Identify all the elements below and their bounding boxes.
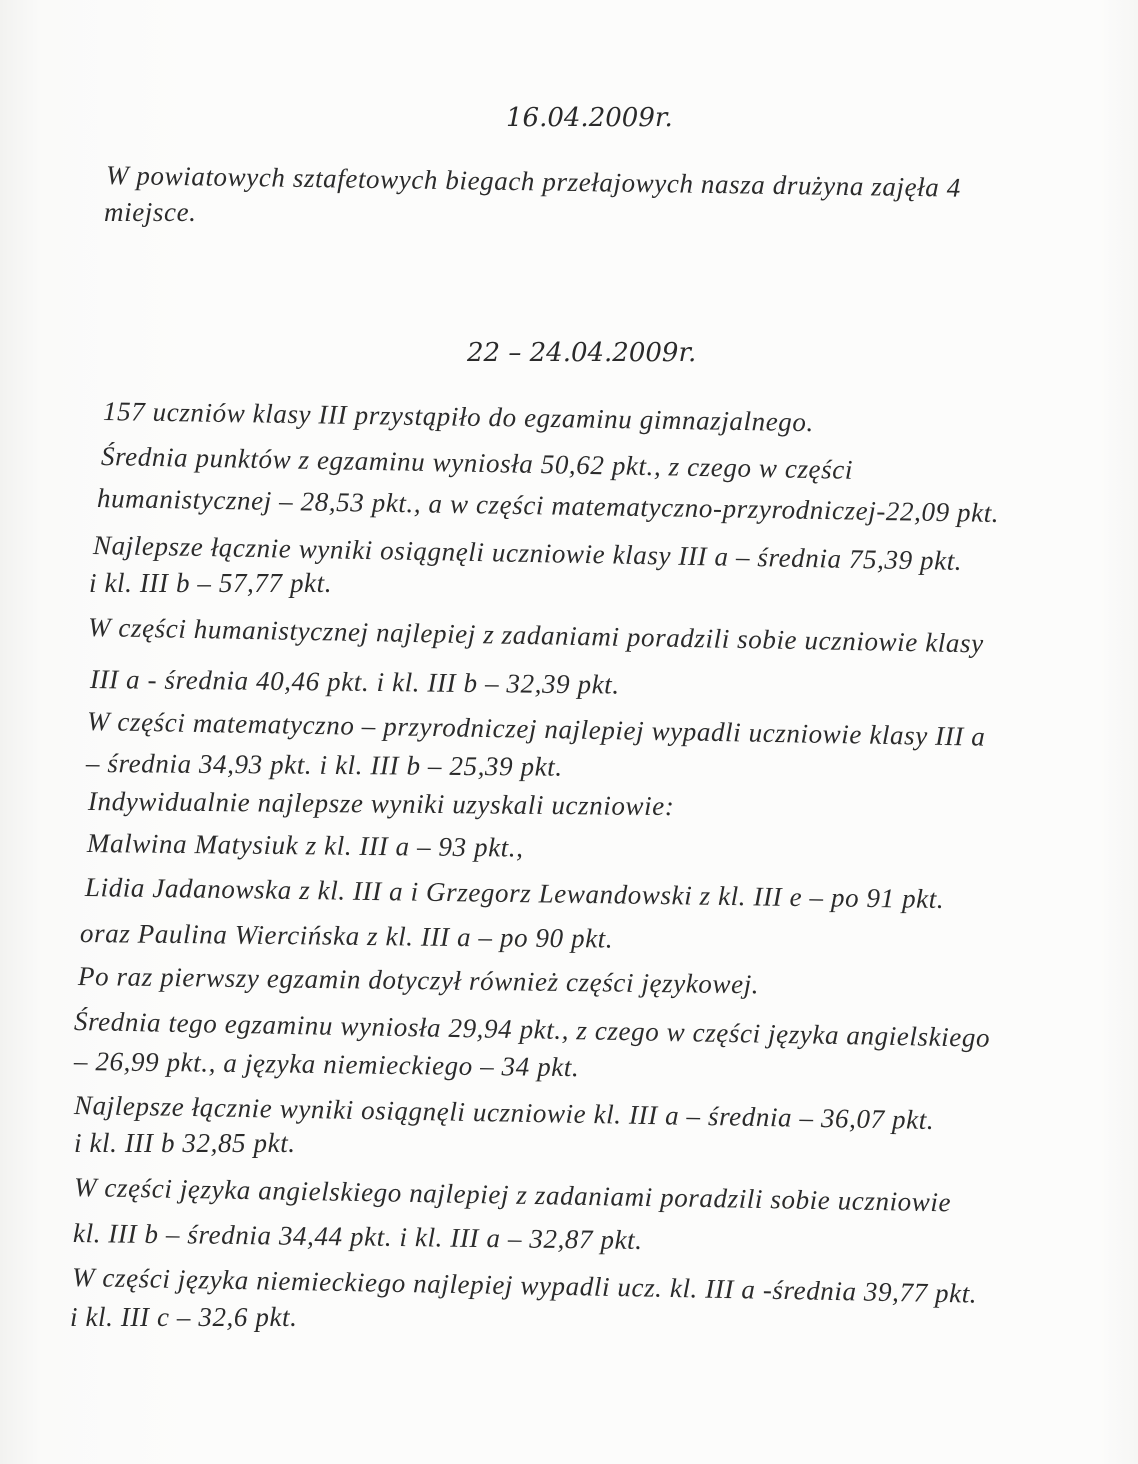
text-line: Lidia Jadanowska z kl. III a i Grzegorz Lewandowski z kl. III e – po 91 pkt.	[84, 872, 945, 914]
text-line: i kl. III b 32,85 pkt.	[74, 1128, 296, 1158]
text-line: oraz Paulina Wiercińska z kl. III a – po 90 pkt.	[79, 918, 614, 954]
text-line: Średnia tego egzaminu wyniosła 29,94 pkt., z czego w części języka angielskiego	[73, 1006, 991, 1053]
text-line: Po raz pierwszy egzamin dotyczył również części językowej.	[77, 961, 760, 1000]
text-line: W części języka niemieckiego najlepiej wypadli ucz. kl. III a -średnia 39,77 pkt.	[71, 1262, 978, 1309]
section-date: 22 – 24.04.2009r.	[467, 338, 697, 368]
text-line: W powiatowych sztafetowych biegach przełajowych nasza drużyna zajęła 4	[105, 160, 962, 203]
text-line: humanistycznej – 28,53 pkt., a w części matematyczno-przyrodniczej-22,09 pkt.	[96, 483, 1000, 528]
text-line: W części języka angielskiego najlepiej z zadaniami poradzili sobie uczniowie	[73, 1172, 952, 1218]
text-line: kl. III b – średnia 34,44 pkt. i kl. III a – 32,87 pkt.	[72, 1218, 643, 1255]
text-line: Najlepsze łącznie wyniki osiągnęli uczniowie klasy III a – średnia 75,39 pkt.	[92, 530, 963, 576]
text-line: – średnia 34,93 pkt. i kl. III b – 25,39 pkt.	[85, 748, 563, 782]
text-line: Indywidualnie najlepsze wyniki uzyskali uczniowie:	[87, 786, 675, 822]
text-line: 157 uczniów klasy III przystąpiło do egzaminu gimnazjalnego.	[102, 396, 815, 438]
text-line: i kl. III b – 57,77 pkt.	[89, 568, 333, 598]
section-date: 16.04.2009r.	[506, 103, 673, 133]
text-line: Najlepsze łącznie wyniki osiągnęli uczniowie kl. III a – średnia – 36,07 pkt.	[73, 1090, 935, 1136]
text-line: Średnia punktów z egzaminu wyniosła 50,62 pkt., z czego w części	[100, 441, 854, 485]
text-line: Malwina Matysiuk z kl. III a – 93 pkt.,	[86, 828, 524, 863]
text-line: III a - średnia 40,46 pkt. i kl. III b – 32,39 pkt.	[89, 664, 620, 700]
text-line: – 26,99 pkt., a języka niemieckiego – 34 pkt.	[73, 1046, 580, 1083]
text-line: miejsce.	[104, 197, 197, 227]
text-line: W części humanistycznej najlepiej z zadaniami poradzili sobie uczniowie klasy	[87, 612, 984, 659]
text-line: i kl. III c – 32,6 pkt.	[70, 1302, 298, 1332]
text-line: W części matematyczno – przyrodniczej najlepiej wypadli uczniowie klasy III a	[86, 706, 986, 752]
